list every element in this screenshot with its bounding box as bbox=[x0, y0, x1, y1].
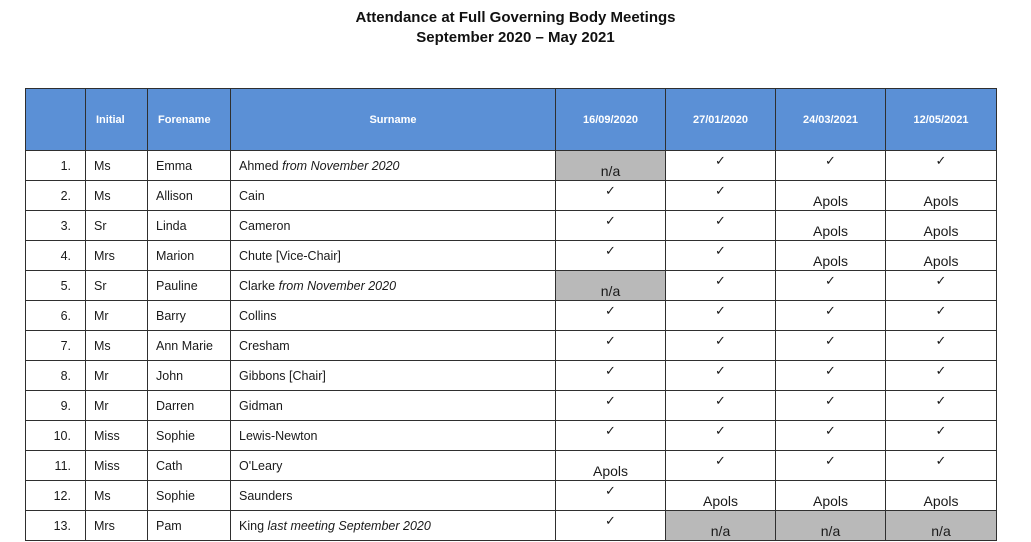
initial-cell: Mrs bbox=[86, 241, 148, 271]
attendance-cell: ✓ bbox=[556, 481, 666, 511]
initial-cell: Mr bbox=[86, 391, 148, 421]
attendance-cell: ✓ bbox=[776, 391, 886, 421]
attendance-cell: ✓ bbox=[666, 181, 776, 211]
row-number: 8. bbox=[26, 361, 86, 391]
col-header-date-2: 27/01/2020 bbox=[666, 89, 776, 151]
surname-cell bbox=[231, 181, 556, 211]
attendance-cell: ✓ bbox=[886, 361, 997, 391]
surname-note: last meeting September 2020 bbox=[267, 518, 431, 533]
document-subtitle: September 2020 – May 2021 bbox=[416, 29, 615, 46]
surname-note: from November 2020 bbox=[282, 158, 400, 173]
surname-cell bbox=[231, 421, 556, 451]
forename-cell: Ann Marie bbox=[148, 331, 231, 361]
forename-cell: Emma bbox=[148, 151, 231, 181]
attendance-cell: n/a bbox=[886, 511, 997, 541]
table-row bbox=[26, 451, 997, 481]
attendance-cell: Apols bbox=[666, 481, 776, 511]
attendance-cell: ✓ bbox=[886, 331, 997, 361]
surname-cell bbox=[231, 391, 556, 421]
initial-cell: Sr bbox=[86, 211, 148, 241]
attendance-cell: ✓ bbox=[556, 241, 666, 271]
attendance-cell: ✓ bbox=[886, 271, 997, 301]
col-header-date-1: 16/09/2020 bbox=[556, 89, 666, 151]
attendance-cell: Apols bbox=[776, 211, 886, 241]
row-number: 1. bbox=[26, 151, 86, 181]
table-row bbox=[26, 151, 997, 181]
table-row bbox=[26, 421, 997, 451]
initial-cell: Mr bbox=[86, 361, 148, 391]
attendance-cell: ✓ bbox=[556, 361, 666, 391]
attendance-cell: n/a bbox=[556, 151, 666, 181]
row-number: 4. bbox=[26, 241, 86, 271]
attendance-cell: ✓ bbox=[666, 451, 776, 481]
surname-note: from November 2020 bbox=[278, 278, 397, 293]
attendance-cell: ✓ bbox=[886, 151, 997, 181]
col-header-surname: Surname bbox=[231, 89, 556, 151]
forename-cell: Cath bbox=[148, 451, 231, 481]
table-row bbox=[26, 331, 997, 361]
attendance-cell: ✓ bbox=[556, 511, 666, 541]
attendance-cell: ✓ bbox=[886, 451, 997, 481]
attendance-cell: ✓ bbox=[666, 421, 776, 451]
attendance-cell: ✓ bbox=[776, 271, 886, 301]
col-header-forename: Forename bbox=[148, 89, 231, 151]
initial-cell: Miss bbox=[86, 451, 148, 481]
col-header-number bbox=[26, 89, 86, 151]
attendance-cell: ✓ bbox=[556, 181, 666, 211]
forename-cell: John bbox=[148, 361, 231, 391]
row-number: 3. bbox=[26, 211, 86, 241]
header-row bbox=[26, 89, 997, 151]
forename-cell: Pauline bbox=[148, 271, 231, 301]
initial-cell: Ms bbox=[86, 331, 148, 361]
surname-cell bbox=[231, 301, 556, 331]
attendance-cell: ✓ bbox=[776, 301, 886, 331]
surname-text: King bbox=[239, 518, 265, 533]
attendance-cell: ✓ bbox=[556, 211, 666, 241]
surname-cell bbox=[231, 211, 556, 241]
surname-cell bbox=[231, 511, 556, 541]
attendance-cell: ✓ bbox=[666, 151, 776, 181]
attendance-cell: ✓ bbox=[666, 241, 776, 271]
table-row bbox=[26, 271, 997, 301]
surname-text: Cresham bbox=[239, 338, 290, 353]
surname-cell bbox=[231, 481, 556, 511]
attendance-cell: ✓ bbox=[556, 301, 666, 331]
attendance-cell: ✓ bbox=[666, 301, 776, 331]
table-row bbox=[26, 241, 997, 271]
col-header-initial: Initial bbox=[86, 89, 148, 151]
initial-cell: Sr bbox=[86, 271, 148, 301]
surname-text: O'Leary bbox=[239, 458, 283, 473]
attendance-cell: ✓ bbox=[776, 451, 886, 481]
col-header-date-4: 12/05/2021 bbox=[886, 89, 997, 151]
attendance-cell: ✓ bbox=[886, 301, 997, 331]
surname-text: Chute [Vice-Chair] bbox=[239, 248, 341, 263]
attendance-cell: ✓ bbox=[666, 211, 776, 241]
forename-cell: Sophie bbox=[148, 421, 231, 451]
attendance-cell: Apols bbox=[886, 181, 997, 211]
surname-text: Gidman bbox=[239, 398, 283, 413]
surname-cell bbox=[231, 331, 556, 361]
attendance-cell: n/a bbox=[556, 271, 666, 301]
attendance-cell: Apols bbox=[886, 481, 997, 511]
attendance-cell: Apols bbox=[886, 211, 997, 241]
surname-cell bbox=[231, 451, 556, 481]
table-row bbox=[26, 481, 997, 511]
forename-cell: Linda bbox=[148, 211, 231, 241]
attendance-cell: n/a bbox=[776, 511, 886, 541]
initial-cell: Ms bbox=[86, 481, 148, 511]
initial-cell: Miss bbox=[86, 421, 148, 451]
attendance-cell: ✓ bbox=[886, 421, 997, 451]
attendance-cell: ✓ bbox=[666, 271, 776, 301]
surname-text: Cain bbox=[239, 188, 265, 203]
surname-cell bbox=[231, 151, 556, 181]
forename-cell: Allison bbox=[148, 181, 231, 211]
initial-cell: Mr bbox=[86, 301, 148, 331]
row-number: 12. bbox=[26, 481, 86, 511]
table-row bbox=[26, 181, 997, 211]
attendance-cell: ✓ bbox=[666, 331, 776, 361]
surname-text: Ahmed bbox=[239, 158, 279, 173]
surname-cell bbox=[231, 241, 556, 271]
attendance-cell: ✓ bbox=[886, 391, 997, 421]
attendance-cell: ✓ bbox=[776, 331, 886, 361]
initial-cell: Ms bbox=[86, 151, 148, 181]
attendance-cell: Apols bbox=[776, 241, 886, 271]
surname-text: Clarke bbox=[239, 278, 276, 293]
attendance-cell: Apols bbox=[776, 181, 886, 211]
forename-cell: Darren bbox=[148, 391, 231, 421]
attendance-cell: ✓ bbox=[776, 421, 886, 451]
attendance-table bbox=[25, 88, 997, 541]
row-number: 9. bbox=[26, 391, 86, 421]
surname-text: Saunders bbox=[239, 488, 293, 503]
initial-cell: Mrs bbox=[86, 511, 148, 541]
attendance-cell: ✓ bbox=[666, 391, 776, 421]
row-number: 2. bbox=[26, 181, 86, 211]
table-row bbox=[26, 301, 997, 331]
table-row bbox=[26, 391, 997, 421]
attendance-cell: Apols bbox=[776, 481, 886, 511]
row-number: 11. bbox=[26, 451, 86, 481]
attendance-cell: Apols bbox=[886, 241, 997, 271]
surname-text: Cameron bbox=[239, 218, 291, 233]
attendance-cell: ✓ bbox=[666, 361, 776, 391]
row-number: 10. bbox=[26, 421, 86, 451]
attendance-cell: ✓ bbox=[776, 151, 886, 181]
table-row bbox=[26, 511, 997, 541]
row-number: 6. bbox=[26, 301, 86, 331]
forename-cell: Sophie bbox=[148, 481, 231, 511]
table-row bbox=[26, 361, 997, 391]
surname-cell bbox=[231, 361, 556, 391]
surname-text: Gibbons [Chair] bbox=[239, 368, 326, 383]
attendance-cell: Apols bbox=[556, 451, 666, 481]
document-title: Attendance at Full Governing Body Meetings bbox=[355, 9, 676, 26]
surname-cell bbox=[231, 271, 556, 301]
table-row bbox=[26, 211, 997, 241]
attendance-cell: ✓ bbox=[776, 361, 886, 391]
row-number: 7. bbox=[26, 331, 86, 361]
forename-cell: Pam bbox=[148, 511, 231, 541]
surname-text: Collins bbox=[239, 308, 277, 323]
attendance-cell: ✓ bbox=[556, 331, 666, 361]
row-number: 5. bbox=[26, 271, 86, 301]
col-header-date-3: 24/03/2021 bbox=[776, 89, 886, 151]
attendance-cell: ✓ bbox=[556, 391, 666, 421]
forename-cell: Marion bbox=[148, 241, 231, 271]
row-number: 13. bbox=[26, 511, 86, 541]
forename-cell: Barry bbox=[148, 301, 231, 331]
attendance-cell: ✓ bbox=[556, 421, 666, 451]
surname-text: Lewis-Newton bbox=[239, 428, 318, 443]
attendance-cell: n/a bbox=[666, 511, 776, 541]
initial-cell: Ms bbox=[86, 181, 148, 211]
